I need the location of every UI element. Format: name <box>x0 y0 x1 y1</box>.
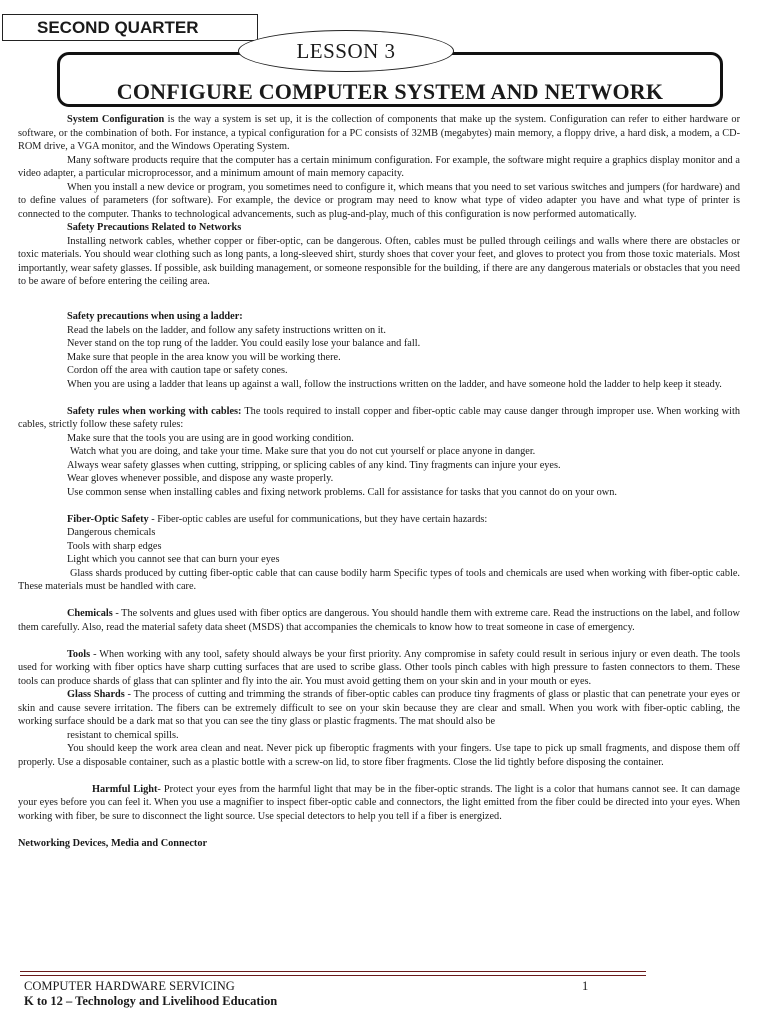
heading-cables: Safety rules when working with cables: <box>67 405 242 417</box>
cable-item: Always wear safety glasses when cutting, stripping, or splicing cables of any kind. Tiny fragments can injure your eyes. <box>67 459 561 471</box>
paragraph-keep-clean: You should keep the work area clean and neat. Never pick up fiberoptic fragments with your fingers. Use tape to pick up small fragments, and dispose them off properly. Use a disposable container, such as a plastic bottle with a screw-on lid, to store fiber fragments. Close the lid tightly before disposing the container. <box>18 743 740 768</box>
quarter-label: SECOND QUARTER <box>2 14 258 41</box>
paragraph-glass-cont: resistant to chemical spills. <box>67 729 179 741</box>
ladder-item: Never stand on the top rung of the ladder. You could easily lose your balance and fall. <box>67 338 421 349</box>
heading-glass-shards: Glass Shards <box>67 689 125 700</box>
footer-course: COMPUTER HARDWARE SERVICING <box>24 979 235 993</box>
document-body <box>18 113 740 850</box>
term-system-configuration: System Configuration <box>67 114 165 125</box>
paragraph-network-cables: Installing network cables, whether copper or fiber-optic, can be dangerous. Often, cables must be pulled through ceilings and walls where there are obstacles or toxic materials. You should wear clothing such as long pants, a long-sleeved shirt, sturdy shoes that cover your feet, and gloves to protect you from those toxic materials. Most importantly, wear safety glasses. If possible, ask building management, or someone responsible for the building, if there are any dangerous materials or obstacles that you need to be aware of before entering the ceiling area. <box>18 235 740 287</box>
ladder-item: Make sure that people in the area know you will be working there. <box>67 351 341 363</box>
paragraph-text: - Fiber-optic cables are useful for communications, but they have certain hazards: <box>148 513 488 525</box>
paragraph-configure-device: When you install a new device or program, you sometimes need to configure it, which means that you need to set various switches and jumpers (for hardware) and to define values of parameters (for software). For example, the device or program may need to know what type of video adapter you have and what type of printer is connected to the computer. Thanks to technological advancements, such as plug-and-play, much of this configuration is now performed automatically. <box>18 181 740 220</box>
heading-tools: Tools <box>67 648 91 660</box>
heading-networking-devices: Networking Devices, Media and Connector <box>18 837 208 849</box>
cable-common-sense: Use common sense when installing cables and fixing network problems. Call for assistance for tasks that you cannot do on your own. <box>67 486 617 498</box>
fiber-item: Dangerous chemicals <box>67 527 156 538</box>
cable-item: Wear gloves whenever possible, and dispose any waste properly. <box>67 473 334 484</box>
paragraph-text: is the way a system is set up, it is the collection of components that make up the system. Configuration can refer to either hardware or software, or the combination of both. For instance, a typical configuration for a PC consists of 32MB (megabytes) main memory, a floppy drive, a hard disk, a modem, a CD-ROM drive, a VGA monitor, and the Windows Operating System. <box>18 114 740 152</box>
footer-program: K to 12 – Technology and Livelihood Education <box>24 994 278 1008</box>
paragraph-chemicals <box>18 607 740 634</box>
paragraph-text: - The process of cutting and trimming the strands of fiber-optic cables can produce tiny fragments of glass or plastic that can penetrate your eyes or skin and cause severe irritation. The fibers can be extremely difficult to see on your skin because they are clear and small. When you work with fiber-optic cabling, the working surface should be a dark mat so that you can see the tiny glass or plastic fragments. The mat should also be <box>18 689 740 727</box>
ladder-item: Cordon off the area with caution tape or safety cones. <box>67 365 288 376</box>
fiber-item: Glass shards produced by cutting fiber-optic cable that can cause bodily harm Specific types of tools and chemicals are used when working with fiber-optic cable. These materials must be handled with care. <box>18 567 740 592</box>
paragraph-tools <box>18 648 740 689</box>
footer-rule-bottom <box>20 975 646 976</box>
heading-safety-precautions: Safety Precautions Related to Networks <box>67 222 242 233</box>
paragraph-harmful-light <box>18 783 740 824</box>
fiber-item: Tools with sharp edges <box>67 540 162 552</box>
cable-item: Make sure that the tools you are using are in good working condition. <box>67 432 354 444</box>
heading-ladder: Safety precautions when using a ladder: <box>67 311 243 322</box>
ladder-item: When you are using a ladder that leans up against a wall, follow the instructions written on the ladder, and have someone hold the ladder to help keep it steady. <box>67 378 722 390</box>
paragraph-fiber-optic <box>18 513 740 527</box>
paragraph-text: - When working with any tool, safety should always be your first priority. Any compromise in safety could result in serious injury or even death. The tools used for working with fiber optics have sharp cutting surfaces that are used to scribe glass. Other tools pinch cables with high pressure to fasten connectors to them. These tools can produce shards of glass that can splinter and fly into the air. You must avoid getting them on your skin and in your mouth or eyes. <box>18 648 740 687</box>
paragraph-glass-shards <box>18 688 740 729</box>
paragraph-cables <box>18 405 740 432</box>
heading-fiber-optic: Fiber-Optic Safety <box>67 513 149 525</box>
paragraph-text: - Protect your eyes from the harmful light that may be in the fiber-optic strands. The light is a color that humans cannot see. It can damage your eyes before you can feel it. When you use a magnifier to inspect fiber-optic cable and connectors, the light emitted from the fiber could be directed into your eyes. When working with fiber, be sure to disconnect the light source. Use special detectors to help you tell if a fiber is energized. <box>18 783 740 822</box>
page-title: CONFIGURE COMPUTER SYSTEM AND NETWORK <box>116 79 664 104</box>
cable-item: Watch what you are doing, and take your time. Make sure that you do not cut yourself or place anyone in danger. <box>70 446 536 457</box>
paragraph-software-requirements: Many software products require that the computer has a certain minimum configuration. For example, the software might require a graphics display monitor and a video adapter, a particular microprocessor, and a minimum amount of main memory capacity. <box>18 154 740 179</box>
heading-harmful-light: Harmful Light <box>92 783 158 795</box>
lesson-badge: LESSON 3 <box>238 30 454 72</box>
page-number: 1 <box>582 979 589 993</box>
paragraph-text: The tools required to install copper and fiber-optic cable may cause danger through improper use. When working with cables, strictly follow these safety rules: <box>18 405 740 430</box>
footer-rule-top <box>20 971 646 972</box>
fiber-item: Light which you cannot see that can burn your eyes <box>67 554 280 565</box>
ladder-item: Read the labels on the ladder, and follow any safety instructions written on it. <box>67 324 386 336</box>
paragraph-text: - The solvents and glues used with fiber optics are dangerous. You should handle them with extreme care. Read the instructions on the label, and follow them carefully. Also, read the material safety data sheet (MSDS) that accompanies the chemicals to know how to treat someone in case of emergency. <box>18 608 740 633</box>
paragraph-system-configuration <box>18 113 740 154</box>
heading-chemicals: Chemicals <box>67 608 113 619</box>
